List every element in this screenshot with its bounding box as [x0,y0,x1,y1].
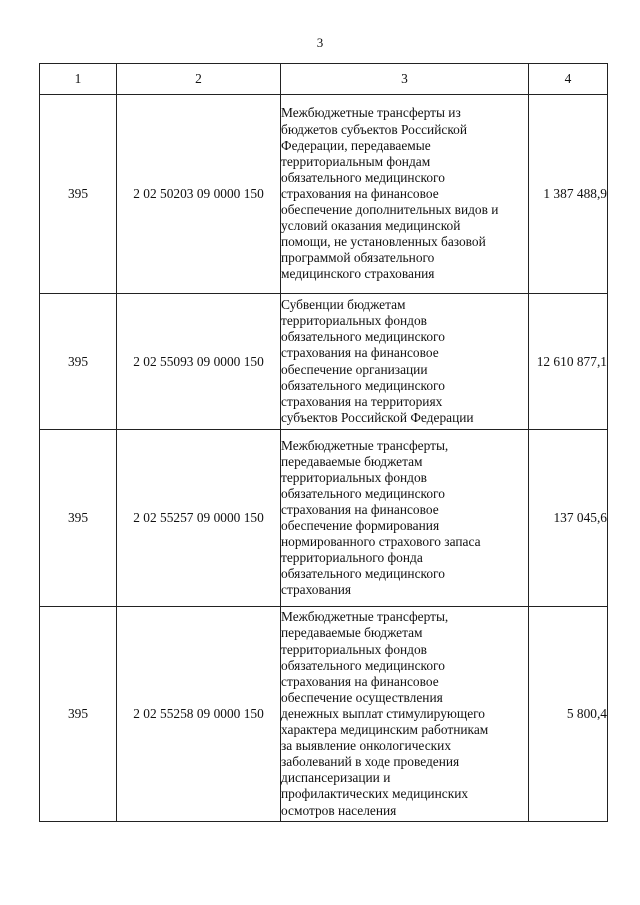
table-body [40,95,608,822]
column-header-1: 1 [40,64,117,95]
description-line: медицинского страхования [281,266,435,282]
description-line: территориальных фондов [281,313,428,329]
description-line: обеспечение формирования [281,518,440,533]
description-line: Межбюджетные трансферты, [281,437,449,453]
description-line: нормированного страхового запаса [281,534,481,550]
description-cell [281,430,529,607]
description-line: территориальных фондов [281,641,428,657]
description-line: заболеваний в ходе проведения [281,754,460,770]
description-line: Субвенции бюджетам [281,297,406,313]
amount-cell: 1 387 488,9 [529,95,608,294]
column-header-4: 4 [529,64,608,95]
amount-cell: 12 610 877,1 [529,294,608,430]
description-line: характера медицинским работникам [281,722,489,738]
description-line: обеспечение осуществления [281,689,443,705]
description-line: за выявление онкологических [281,738,452,754]
description-line: осмотров населения [281,802,397,818]
description-cell [281,607,529,822]
description-line: страхования на финансовое [281,345,439,361]
amount-cell: 5 800,4 [529,607,608,822]
description-line: обязательного медицинского [281,329,445,345]
description-cell [281,95,529,294]
description-line: обеспечение организации [281,361,428,377]
description-line: обязательного медицинского [281,657,445,673]
table-row [40,95,608,294]
description-line: помощи, не установленных базовой [281,234,486,250]
description-line: Межбюджетные трансферты, [281,609,449,625]
description-line: передаваемые бюджетам [281,453,423,469]
column-header-2: 2 [117,64,281,95]
description-line: страхования на территориях [281,393,443,409]
admin-code-cell: 395 [40,294,117,430]
description-line: денежных выплат стимулирующего [281,705,486,721]
description-line: обеспечение дополнительных видов и [281,202,499,218]
description-line: страхования [281,582,352,598]
description-line: обязательного медицинского [281,169,445,185]
page-number: 3 [316,35,324,50]
table-row [40,607,608,822]
description-line: субъектов Российской Федерации [281,409,474,425]
description-line: Межбюджетные трансферты из [281,105,461,121]
description-line: страхования на финансовое [281,673,439,689]
description-line: обязательного медицинского [281,566,445,582]
revenue-code-cell: 2 02 50203 09 0000 150 [117,95,281,294]
description-line: передаваемые бюджетам [281,625,423,641]
description-line: бюджетов субъектов Российской [281,121,468,137]
table-row [40,430,608,607]
budget-table [39,63,608,822]
description-line: профилактических медицинских [281,786,469,802]
amount-cell: 137 045,6 [529,430,608,607]
description-line: Федерации, передаваемые [281,137,431,153]
column-header-3: 3 [281,64,529,95]
admin-code-cell: 395 [40,430,117,607]
description-line: диспансеризации и [281,770,391,786]
description-line: страхования на финансовое [281,501,439,517]
admin-code-cell: 395 [40,607,117,822]
description-line: территориальных фондов [281,469,428,485]
description-line: программой обязательного [281,250,435,266]
table-row [40,294,608,430]
description-cell [281,294,529,430]
admin-code-cell: 395 [40,95,117,294]
description-line: территориального фонда [281,550,423,566]
revenue-code-cell: 2 02 55258 09 0000 150 [117,607,281,822]
description-line: страхования на финансовое [281,185,439,201]
revenue-code-cell: 2 02 55093 09 0000 150 [117,294,281,430]
description-line: условий оказания медицинской [281,218,461,234]
description-line: территориальным фондам [281,153,431,169]
description-line: обязательного медицинского [281,485,445,501]
header-row [40,64,608,95]
revenue-code-cell: 2 02 55257 09 0000 150 [117,430,281,607]
description-line: обязательного медицинского [281,377,445,393]
